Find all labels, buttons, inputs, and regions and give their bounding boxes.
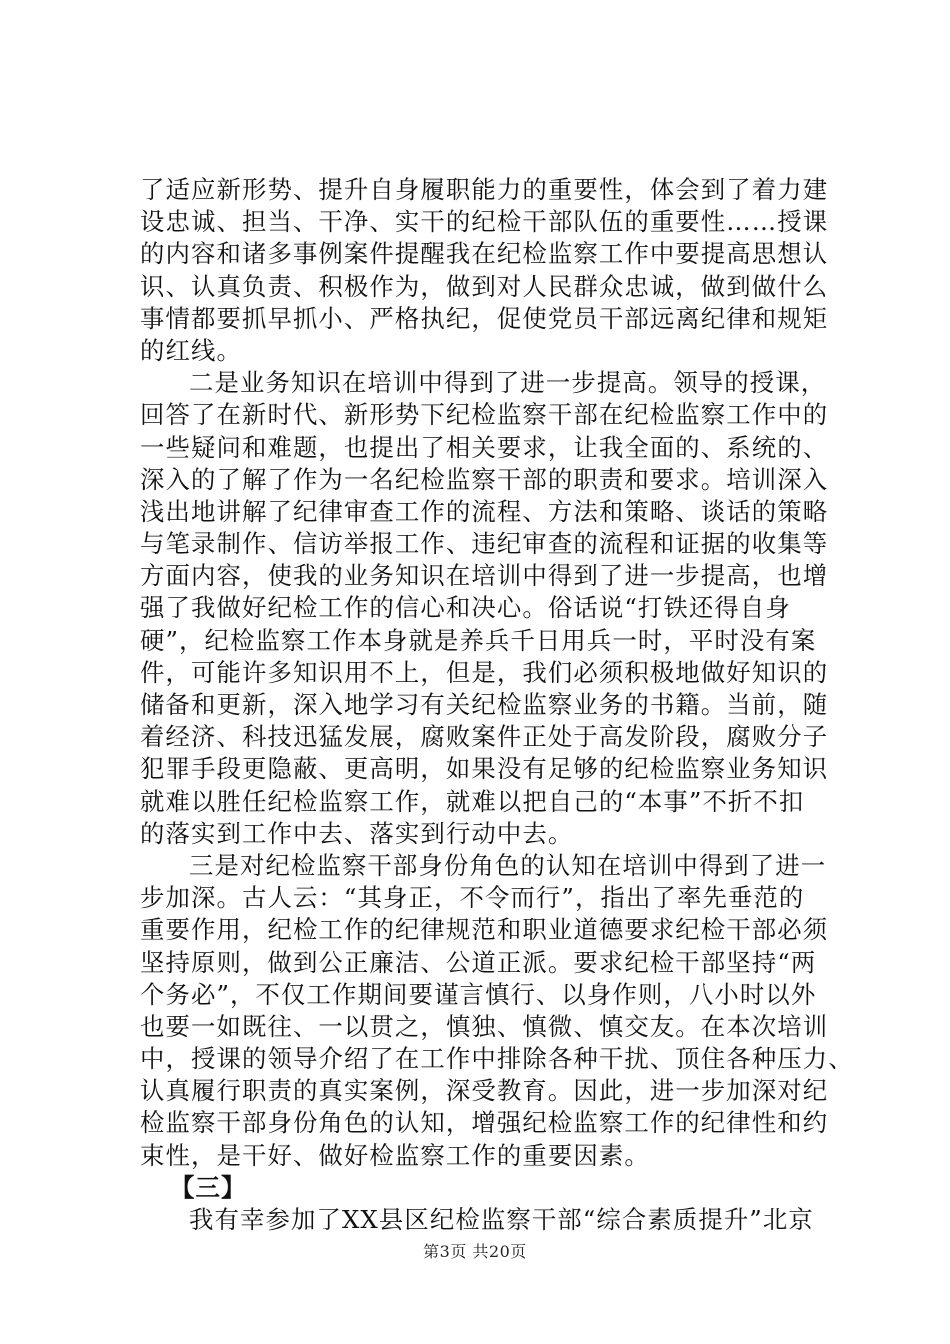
text-line: 犯罪手段更隐蔽、更高明，如果没有足够的纪检监察业务知识 bbox=[140, 754, 829, 784]
text-line: 就难以胜任纪检监察工作，就难以把自己的“本事”不折不扣 bbox=[140, 786, 805, 816]
text-line: 步加深。古人云：“其身正，不令而行”，指出了率先垂范的 bbox=[140, 883, 805, 913]
section-heading bbox=[140, 1172, 830, 1204]
page-number-footer: 第3页 共20页 bbox=[423, 1242, 527, 1261]
paragraph-identity-role bbox=[140, 850, 854, 1172]
paragraph-continuation bbox=[140, 174, 830, 367]
text-line: 储备和更新，深入地学习有关纪检监察业务的书籍。当前，随 bbox=[140, 690, 829, 719]
text-line: 二是业务知识在培训中得到了进一步提高。领导的授课， bbox=[189, 368, 827, 398]
text-line: 识、认真负责、积极作为，做到对人民群众忠诚，做到做什么 bbox=[140, 271, 829, 301]
text-line: 方面内容，使我的业务知识在培训中得到了进一步提高，也增 bbox=[140, 561, 829, 591]
text-line: 设忠诚、担当、干净、实干的纪检干部队伍的重要性……授课 bbox=[140, 207, 829, 237]
text-line: 中，授课的领导介绍了在工作中排除各种干扰、顶住各种压力、 bbox=[140, 1044, 854, 1074]
text-line: 重要作用，纪检工作的纪律规范和职业道德要求纪检干部必须 bbox=[140, 915, 829, 945]
text-line: 了适应新形势、提升自身履职能力的重要性，体会到了着力建 bbox=[140, 175, 829, 204]
text-line: 浅出地讲解了纪律审查工作的流程、方法和策略、谈话的策略 bbox=[140, 496, 829, 526]
text-line: 件，可能许多知识用不上，但是，我们必须积极地做好知识的 bbox=[140, 657, 829, 687]
text-line: 三是对纪检监察干部身份角色的认知在培训中得到了进一 bbox=[189, 850, 827, 880]
text-line: 也要一如既往、一以贯之，慎独、慎微、慎交友。在本次培训 bbox=[140, 1011, 829, 1041]
paragraph-section-three bbox=[140, 1204, 830, 1236]
text-line: 回答了在新时代、新形势下纪检监察干部在纪检监察工作中的 bbox=[140, 400, 829, 430]
text-line: 的红线。 bbox=[140, 335, 242, 365]
section-heading-text: 【三】 bbox=[170, 1172, 247, 1202]
document-body bbox=[140, 174, 854, 1236]
text-line: 束性，是干好、做好检监察工作的重要因素。 bbox=[140, 1140, 650, 1170]
text-line: 的落实到工作中去、落实到行动中去。 bbox=[140, 818, 574, 848]
text-line: 事情都要抓早抓小、严格执纪，促使党员干部远离纪律和规矩 bbox=[140, 303, 829, 333]
text-line: 着经济、科技迅猛发展，腐败案件正处于高发阶段，腐败分子 bbox=[140, 722, 829, 752]
text-line: 强了我做好纪检工作的信心和决心。俗话说“打铁还得自身 bbox=[140, 593, 791, 623]
paragraph-business-knowledge bbox=[140, 367, 830, 850]
text-line: 深入的了解了作为一名纪检监察干部的职责和要求。培训深入 bbox=[140, 464, 829, 494]
text-line: 硬”，纪检监察工作本身就是养兵千日用兵一时，平时没有案 bbox=[140, 625, 817, 655]
text-line: 检监察干部身份角色的认知，增强纪检监察工作的纪律性和约 bbox=[140, 1108, 829, 1138]
text-line: 的内容和诸多事例案件提醒我在纪检监察工作中要提高思想认 bbox=[140, 239, 829, 269]
text-line: 坚持原则，做到公正廉洁、公道正派。要求纪检干部坚持“两 bbox=[140, 947, 817, 977]
text-line: 一些疑问和难题，也提出了相关要求，让我全面的、系统的、 bbox=[140, 432, 829, 462]
text-line: 我有幸参加了XX县区纪检监察干部“综合素质提升”北京 bbox=[189, 1205, 814, 1234]
text-line: 与笔录制作、信访举报工作、违纪审查的流程和证据的收集等 bbox=[140, 529, 829, 559]
text-line: 认真履行职责的真实案例，深受教育。因此，进一步加深对纪 bbox=[140, 1076, 829, 1106]
text-line: 个务必”，不仅工作期间要谨言慎行、以身作则，八小时以外 bbox=[140, 979, 817, 1009]
